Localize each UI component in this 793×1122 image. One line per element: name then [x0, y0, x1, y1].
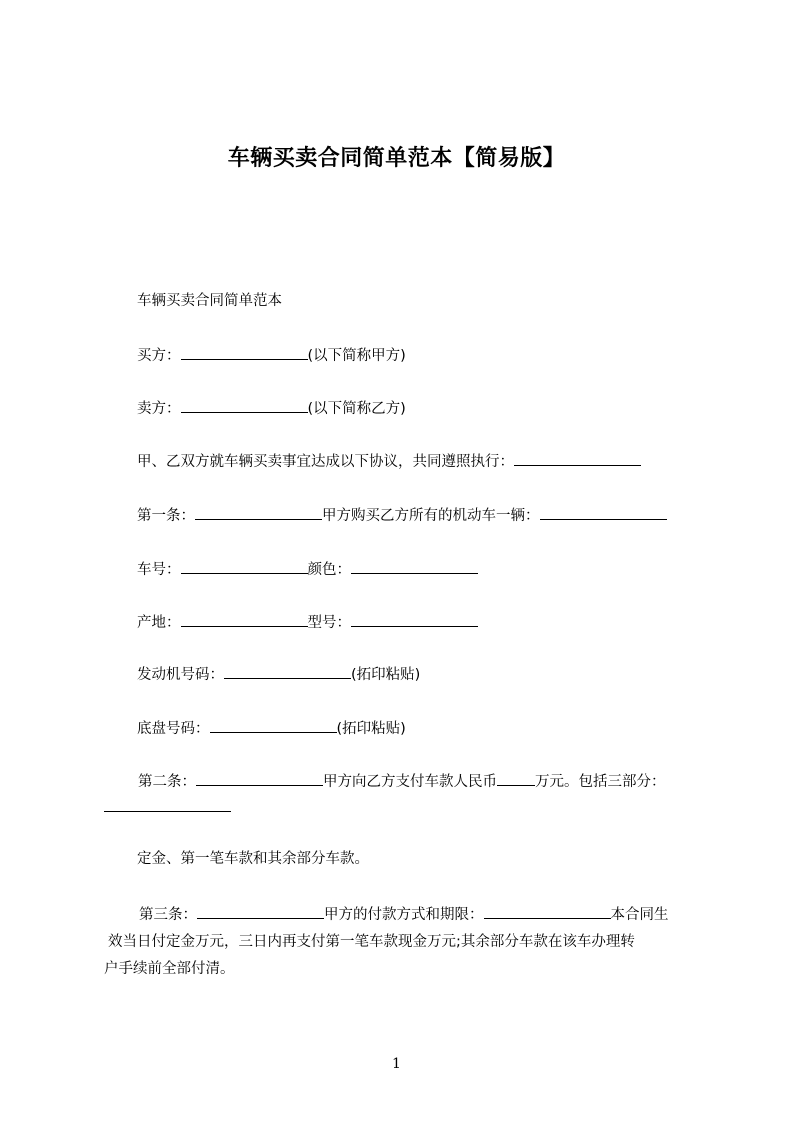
- document-title: 车辆买卖合同简单范本【简易版】: [227, 146, 566, 171]
- seller-label: 卖方：: [137, 401, 181, 417]
- engine-blank: [224, 664, 351, 679]
- buyer-suffix: (以下简称甲方): [307, 348, 406, 364]
- article-2-continuation: 定金、第一笔车款和其余部分车款。: [137, 851, 369, 867]
- article-3-blank-a: [197, 904, 324, 919]
- article-3-text-line-2: 效当日付定金万元，三日内再支付第一笔车款现金万元;其余部分车款在该车办理转: [108, 934, 635, 950]
- article-1-text: 甲方购买乙方所有的机动车一辆：: [322, 508, 540, 524]
- article-3-text-b: 本合同生: [610, 907, 669, 923]
- buyer-label: 买方：: [137, 348, 181, 364]
- origin-model-line: [137, 612, 478, 633]
- article-1-blank-b: [540, 505, 667, 520]
- article-2-label: 第二条：: [138, 774, 196, 790]
- engine-suffix: (拓印粘贴): [351, 667, 421, 683]
- subtitle: 车辆买卖合同简单范本: [137, 293, 282, 309]
- seller-suffix: (以下简称乙方): [307, 401, 406, 417]
- article-1-line: [137, 505, 667, 526]
- color-blank: [351, 559, 478, 574]
- agreement-line: [137, 451, 641, 472]
- article-2-line: [138, 771, 666, 792]
- origin-blank: [181, 612, 308, 627]
- engine-label: 发动机号码：: [137, 667, 224, 683]
- article-3-line-2: [108, 932, 635, 952]
- model-label: 型号：: [307, 615, 351, 631]
- origin-label: 产地：: [137, 615, 181, 631]
- article-2-blank-b: [104, 797, 231, 812]
- article-2-wrap-line: [104, 797, 231, 818]
- plate-blank: [181, 559, 308, 574]
- article-3-line: [139, 904, 669, 925]
- chassis-label: 底盘号码：: [137, 721, 210, 737]
- buyer-blank: [181, 345, 308, 360]
- chassis-line: [137, 718, 406, 739]
- article-2-text-a: 甲方向乙方支付车款人民币: [323, 774, 497, 790]
- seller-blank: [181, 398, 308, 413]
- chassis-suffix: (拓印粘贴): [336, 721, 406, 737]
- article-2-text-b: 万元。包括三部分：: [535, 774, 666, 790]
- article-3-text-a: 甲方的付款方式和期限：: [324, 907, 484, 923]
- article-2-amount-blank: [497, 771, 535, 786]
- article-1-label: 第一条：: [137, 508, 195, 524]
- color-label: 颜色：: [307, 562, 351, 578]
- agreement-blank: [514, 451, 641, 466]
- article-1-blank-a: [195, 505, 322, 520]
- subtitle-line: [137, 291, 282, 311]
- plate-label: 车号：: [137, 562, 181, 578]
- agreement-text: 甲、乙双方就车辆买卖事宜达成以下协议，共同遵照执行：: [137, 454, 514, 470]
- page-number: 1: [392, 1056, 401, 1072]
- buyer-line: [137, 345, 406, 366]
- chassis-blank: [210, 718, 337, 733]
- article-3-blank-b: [484, 904, 611, 919]
- article-3-label: 第三条：: [139, 907, 197, 923]
- model-blank: [351, 612, 478, 627]
- plate-color-line: [137, 559, 478, 580]
- article-2-blank-a: [196, 771, 323, 786]
- article-3-text-line-3: 户手续前全部付清。: [104, 961, 235, 977]
- seller-line: [137, 398, 406, 419]
- article-2-continuation-line: [137, 849, 369, 869]
- engine-line: [137, 664, 420, 685]
- article-3-line-3: [104, 959, 235, 979]
